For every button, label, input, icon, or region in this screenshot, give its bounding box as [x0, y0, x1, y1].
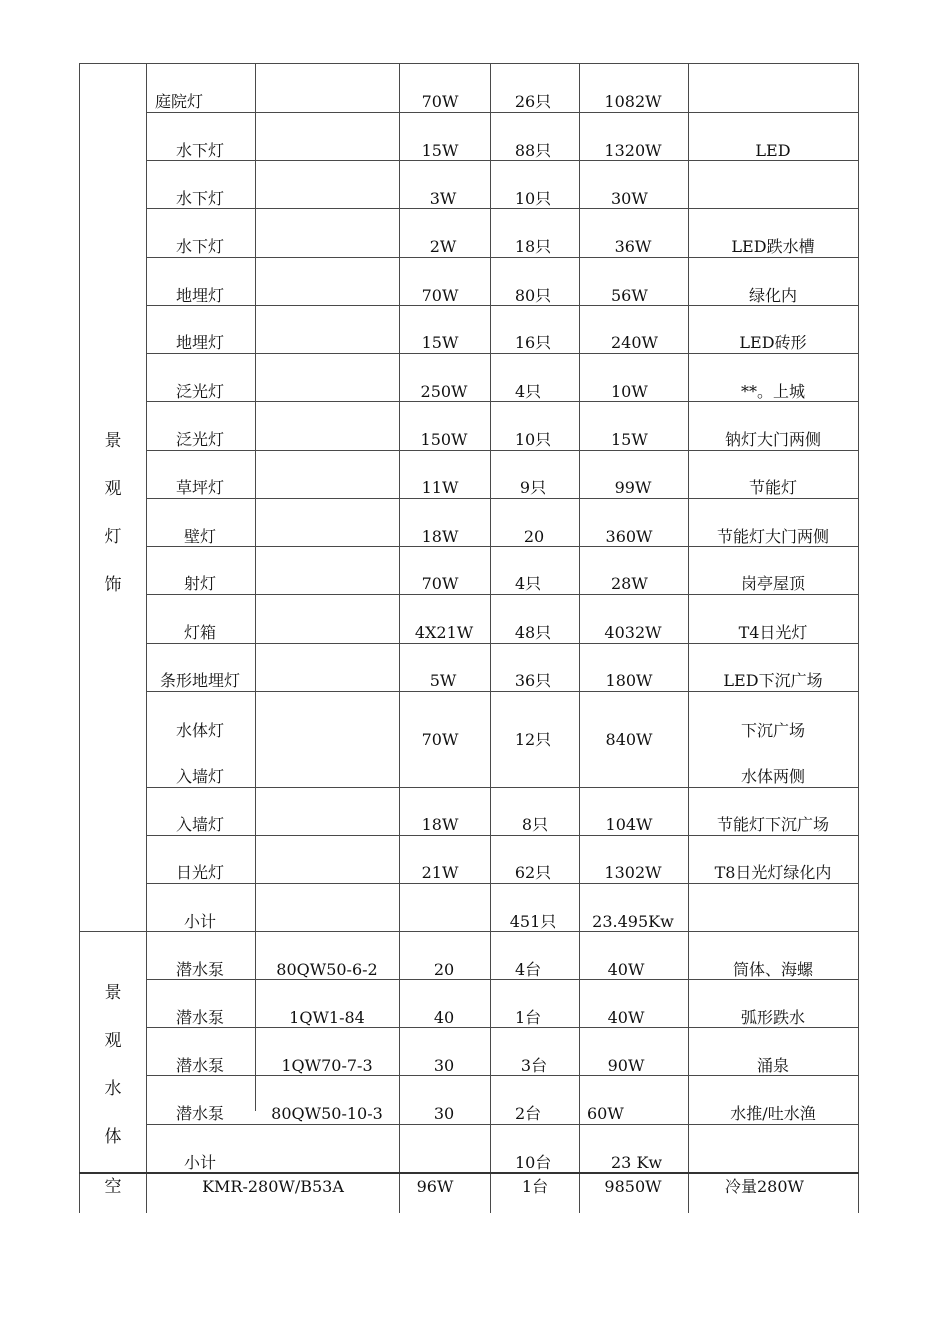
item-name: 泛光灯	[175, 430, 225, 449]
section-label-char: 体	[104, 1127, 122, 1147]
item-name: 水下灯	[175, 237, 225, 256]
item-total: 28W	[611, 574, 648, 593]
subtotal-label: 小计	[183, 1153, 217, 1172]
row-line	[146, 112, 859, 113]
item-note: 筒体、海螺	[732, 960, 814, 979]
item-model: 80QW50-6-2	[276, 960, 378, 979]
col-line-6	[688, 63, 689, 1213]
item-qty: 20	[523, 527, 545, 546]
item-name: 潜水泵	[175, 960, 225, 979]
item-total: 104W	[605, 815, 653, 834]
col-line-2	[255, 63, 256, 1111]
subtotal-qty: 451只	[509, 912, 557, 931]
item-name: 入墙灯	[175, 815, 225, 834]
item-note: 节能灯大门两侧	[716, 527, 830, 546]
item-name: 地埋灯	[175, 333, 225, 352]
item-total: 60W	[587, 1104, 624, 1123]
item-name: 灯箱	[183, 623, 217, 642]
row-line	[146, 546, 859, 547]
ac-total: 9850W	[604, 1177, 662, 1196]
item-name: 潜水泵	[175, 1008, 225, 1027]
section-label-char: 观	[104, 1031, 122, 1051]
ac-note: 冷量280W	[725, 1177, 804, 1196]
item-qty: 9只	[519, 478, 547, 497]
item-power: 70W	[421, 286, 459, 305]
item-name: 条形地埋灯	[159, 671, 241, 690]
item-name: 壁灯	[183, 527, 217, 546]
item-power: 18W	[421, 527, 459, 546]
row-line	[146, 691, 859, 692]
item-total: 1320W	[604, 141, 662, 160]
row-line	[146, 1027, 859, 1028]
row-line	[146, 643, 859, 644]
item-name: 水下灯	[175, 141, 225, 160]
item-total: 240W	[611, 333, 658, 352]
item-qty: 80只	[514, 286, 552, 305]
item-power: 18W	[421, 815, 459, 834]
item-name: 日光灯	[175, 863, 225, 882]
item-qty: 88只	[514, 141, 552, 160]
col-line-4	[490, 63, 491, 1213]
item-model: 80QW50-10-3	[271, 1104, 383, 1123]
row-line	[146, 1075, 859, 1076]
item-total: 40W	[607, 1008, 645, 1027]
border-right	[858, 63, 859, 1213]
item-power: 40	[433, 1008, 455, 1027]
item-note: **。上城	[740, 382, 806, 401]
row-line	[146, 450, 859, 451]
border-top	[79, 63, 859, 64]
item-power: 70W	[421, 730, 459, 749]
item-power: 5W	[429, 671, 457, 690]
section-label-char: 饰	[104, 575, 122, 595]
item-note: LED	[755, 141, 791, 160]
item-note: 岗亭屋顶	[740, 574, 806, 593]
item-qty: 36只	[514, 671, 552, 690]
row-line	[146, 787, 859, 788]
section-label-char: 灯	[104, 527, 122, 547]
col-line-1	[146, 63, 147, 1213]
item-total: 840W	[605, 730, 653, 749]
item-qty: 16只	[514, 333, 552, 352]
section-label-char: 景	[104, 431, 122, 451]
item-note: 下沉广场	[740, 721, 806, 740]
item-power: 15W	[421, 333, 459, 352]
item-note: 钠灯大门两侧	[724, 430, 822, 449]
section-label-char: 空	[104, 1177, 122, 1197]
item-qty: 62只	[514, 863, 552, 882]
item-power: 2W	[429, 237, 457, 256]
item-note: 节能灯下沉广场	[716, 815, 830, 834]
item-total: 1082W	[604, 92, 662, 111]
item-note: LED下沉广场	[723, 671, 823, 690]
item-name: 地埋灯	[175, 286, 225, 305]
equipment-table	[79, 63, 859, 1213]
section-label-char: 观	[104, 479, 122, 499]
item-total: 4032W	[604, 623, 662, 642]
item-qty: 3台	[520, 1056, 548, 1075]
item-total: 10W	[611, 382, 648, 401]
item-note: LED砖形	[739, 333, 807, 352]
item-power: 70W	[421, 574, 459, 593]
item-qty: 48只	[514, 623, 552, 642]
section-line	[79, 1172, 859, 1174]
item-total: 90W	[607, 1056, 645, 1075]
item-name: 草坪灯	[175, 478, 225, 497]
item-name: 水体灯	[175, 721, 225, 740]
item-name: 潜水泵	[175, 1056, 225, 1075]
item-qty: 10只	[514, 430, 552, 449]
item-note: 涌泉	[756, 1056, 790, 1075]
item-note: 弧形跌水	[740, 1008, 806, 1027]
item-power: 150W	[420, 430, 468, 449]
item-total: 56W	[611, 286, 648, 305]
subtotal-total: 23 Kw	[611, 1153, 663, 1172]
item-total: 1302W	[604, 863, 662, 882]
row-line	[146, 353, 859, 354]
row-line	[146, 594, 859, 595]
row-line	[146, 979, 859, 980]
col-line-5	[579, 63, 580, 1213]
item-total: 40W	[607, 960, 645, 979]
item-qty: 18只	[514, 237, 552, 256]
item-qty: 10只	[514, 189, 552, 208]
item-total: 36W	[614, 237, 652, 256]
item-model: 1QW70-7-3	[281, 1056, 373, 1075]
item-note: T8日光灯绿化内	[714, 863, 832, 882]
ac-qty: 1台	[521, 1177, 549, 1196]
item-power: 21W	[421, 863, 459, 882]
row-line	[146, 401, 859, 402]
item-qty: 2台	[515, 1104, 542, 1123]
item-name: 射灯	[183, 574, 217, 593]
row-line	[146, 257, 859, 258]
ac-model: KMR-280W/B53A	[202, 1177, 344, 1196]
row-line	[146, 1124, 859, 1125]
row-line	[146, 498, 859, 499]
item-name: 入墙灯	[175, 767, 225, 786]
row-line	[146, 835, 859, 836]
item-qty: 4只	[515, 382, 542, 401]
item-power: 250W	[420, 382, 468, 401]
border-left	[79, 63, 80, 1213]
item-qty: 12只	[514, 730, 552, 749]
section-label-char: 水	[104, 1079, 122, 1099]
item-note: 绿化内	[748, 286, 798, 305]
row-line	[146, 883, 859, 884]
item-name: 水下灯	[175, 189, 225, 208]
ac-power: 96W	[416, 1177, 454, 1196]
col-line-3	[399, 63, 400, 1213]
item-total: 15W	[611, 430, 648, 449]
item-total: 180W	[605, 671, 653, 690]
item-note: 节能灯	[748, 478, 798, 497]
item-model: 1QW1-84	[289, 1008, 365, 1027]
row-line	[146, 305, 859, 306]
item-qty: 4台	[515, 960, 542, 979]
item-note: T4日光灯	[738, 623, 808, 642]
item-total: 360W	[605, 527, 653, 546]
item-total: 30W	[611, 189, 648, 208]
item-power: 20	[433, 960, 455, 979]
item-name: 泛光灯	[175, 382, 225, 401]
item-note: 水推/吐水渔	[730, 1104, 816, 1123]
item-total: 99W	[614, 478, 652, 497]
subtotal-label: 小计	[183, 912, 217, 931]
item-qty: 1台	[515, 1008, 542, 1027]
item-power: 3W	[429, 189, 457, 208]
section-line	[79, 931, 859, 932]
item-name: 潜水泵	[175, 1104, 225, 1123]
item-note: LED跌水槽	[731, 237, 815, 256]
section-label-char: 景	[104, 983, 122, 1003]
item-power: 11W	[421, 478, 459, 497]
item-power: 4X21W	[414, 623, 474, 642]
item-power: 70W	[421, 92, 459, 111]
row-line	[146, 208, 859, 209]
item-power: 30	[433, 1056, 455, 1075]
item-power: 30	[433, 1104, 455, 1123]
row-line	[146, 160, 859, 161]
item-qty: 26只	[514, 92, 552, 111]
item-note: 水体两侧	[740, 767, 806, 786]
subtotal-total: 23.495Kw	[592, 912, 674, 931]
item-power: 15W	[421, 141, 459, 160]
item-qty: 8只	[521, 815, 549, 834]
subtotal-qty: 10台	[515, 1153, 552, 1172]
item-qty: 4只	[515, 574, 542, 593]
item-name: 庭院灯	[155, 92, 204, 111]
